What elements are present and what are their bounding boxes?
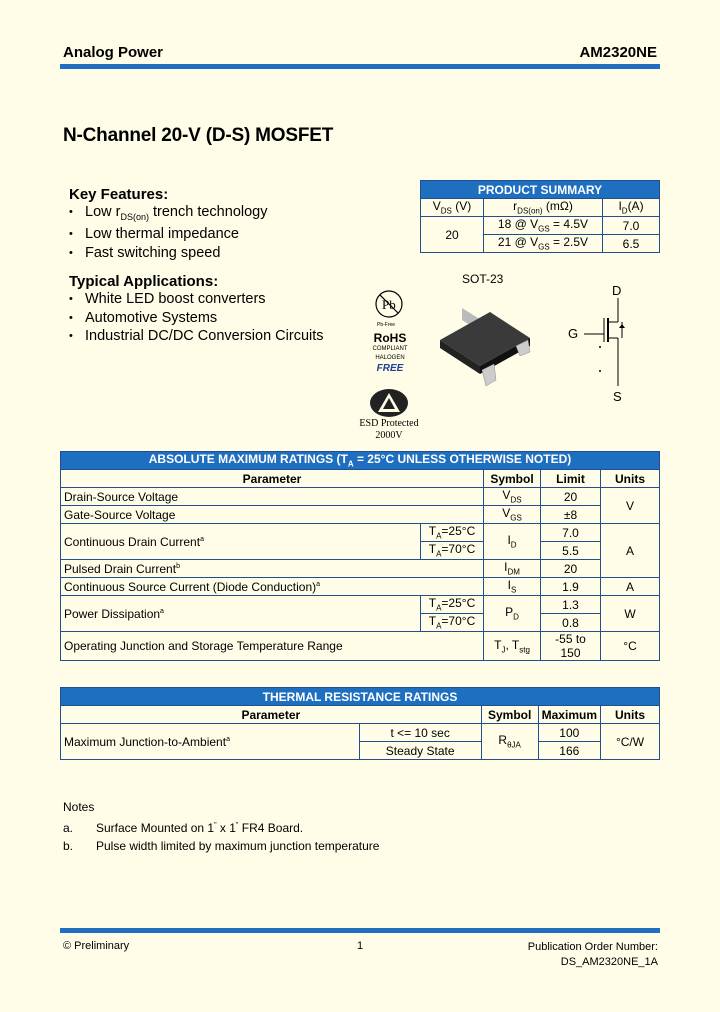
- notes-heading: Notes: [63, 800, 95, 814]
- note-a: a. Surface Mounted on 1" x 1" FR4 Board.: [63, 820, 304, 835]
- product-summary-table: [420, 180, 660, 253]
- rds-value: 18 @ $V_{GS} = 4.5V$: [484, 217, 603, 235]
- note-b: b. Pulse width limited by maximum junction temperature: [63, 839, 380, 853]
- rds-value: 21 @ $V_{GS} = 2.5V$: [484, 235, 603, 253]
- application-item: • Automotive Systems: [69, 310, 324, 329]
- col-id: $I_D(A)$: [603, 199, 660, 217]
- col-vds: $V_{DS}$ (V): [421, 199, 484, 217]
- company-name: Analog Power: [63, 44, 164, 61]
- table-row: Maximum Junction-to-Ambient$^a$ t <= 10 sec $R_{\theta JA}$ 100 °C/W: [61, 724, 660, 742]
- feature-item: • Fast switching speed: [69, 245, 267, 264]
- svg-text:Pb-Free: Pb-Free: [377, 322, 396, 328]
- col-maximum: Maximum: [538, 706, 600, 724]
- rohs-badge: RoHS COMPLIANT HALOGEN FREE: [372, 331, 408, 374]
- header-rule: [60, 64, 660, 69]
- part-number: AM2320NE: [579, 44, 657, 61]
- table-row: Gate-Source Voltage $V_{GS}$ ±8: [61, 506, 660, 524]
- pb-free-icon: [372, 288, 408, 328]
- publication-number: Publication Order Number: DS_AM2320NE_1A: [527, 941, 658, 968]
- product-summary-title: PRODUCT SUMMARY: [421, 181, 660, 199]
- table-row: $T_A=70^\circ C$ 5.5: [61, 542, 660, 560]
- esd-label: ESD Protected 2000V: [359, 418, 419, 441]
- svg-text:Pb: Pb: [382, 297, 396, 312]
- page-title: N-Channel 20-V (D-S) MOSFET: [63, 125, 334, 146]
- svg-text:G: G: [568, 326, 579, 341]
- key-features: [69, 186, 267, 264]
- table-row: Drain-Source Voltage $V_{DS}$ 20 V: [61, 488, 660, 506]
- esd-protected-icon: [364, 388, 414, 418]
- application-item: • Industrial DC/DC Conversion Circuits: [69, 328, 324, 347]
- thermal-resistance-table: [60, 687, 660, 760]
- col-rds: $r_{DS(on)}$ (mΩ): [484, 199, 603, 217]
- page-number: 1: [357, 940, 364, 952]
- sot23-package-image: [432, 290, 542, 390]
- svg-text:D: D: [612, 283, 622, 298]
- package-label: SOT-23: [462, 272, 504, 286]
- col-parameter: Parameter: [61, 706, 482, 724]
- table-row: $T_A=70^\circ C$ 0.8: [61, 614, 660, 632]
- absolute-max-ratings-table: [60, 451, 660, 661]
- vds-value: 20: [421, 217, 484, 253]
- table-row: Continuous Drain Current$^a$ $T_A=25^\circ C$ $I_D$ 7.0 A: [61, 524, 660, 542]
- feature-item: • Low thermal impedance: [69, 226, 267, 245]
- col-units: Units: [601, 470, 660, 488]
- col-symbol: Symbol: [481, 706, 538, 724]
- svg-text:S: S: [613, 389, 622, 404]
- col-limit: Limit: [541, 470, 601, 488]
- key-features-heading: Key Features:: [69, 186, 169, 203]
- applications-heading: Typical Applications:: [69, 273, 219, 290]
- table-row: Continuous Source Current (Diode Conduction)$^a$ $I_S$ 1.9 A: [61, 578, 660, 596]
- table-row: Pulsed Drain Current$^b$ $I_{DM}$ 20: [61, 560, 660, 578]
- footer-copyright: © Preliminary: [63, 940, 130, 952]
- typical-applications: [69, 273, 324, 347]
- table-row: Operating Junction and Storage Temperature Range $T_J$, $T_{stg}$ -55 to 150 °C: [61, 632, 660, 661]
- abs-max-title: ABSOLUTE MAXIMUM RATINGS ($T_A = 25^\circ C$ UNLESS OTHERWISE NOTED): [61, 452, 660, 470]
- notes: [63, 798, 379, 856]
- footer-rule: [60, 928, 660, 933]
- col-symbol: Symbol: [484, 470, 541, 488]
- feature-item: • Low $r_{DS(on)}$ trench technology: [69, 204, 267, 226]
- col-units: Units: [601, 706, 660, 724]
- id-value: 6.5: [603, 235, 660, 253]
- mosfet-schematic: [560, 278, 640, 406]
- table-row: Power Dissipation$^a$ $T_A=25^\circ C$ $P_D$ 1.3 W: [61, 596, 660, 614]
- application-item: • White LED boost converters: [69, 291, 324, 310]
- col-parameter: Parameter: [61, 470, 484, 488]
- thermal-title: THERMAL RESISTANCE RATINGS: [61, 688, 660, 706]
- id-value: 7.0: [603, 217, 660, 235]
- table-row: Steady State 166: [61, 742, 660, 760]
